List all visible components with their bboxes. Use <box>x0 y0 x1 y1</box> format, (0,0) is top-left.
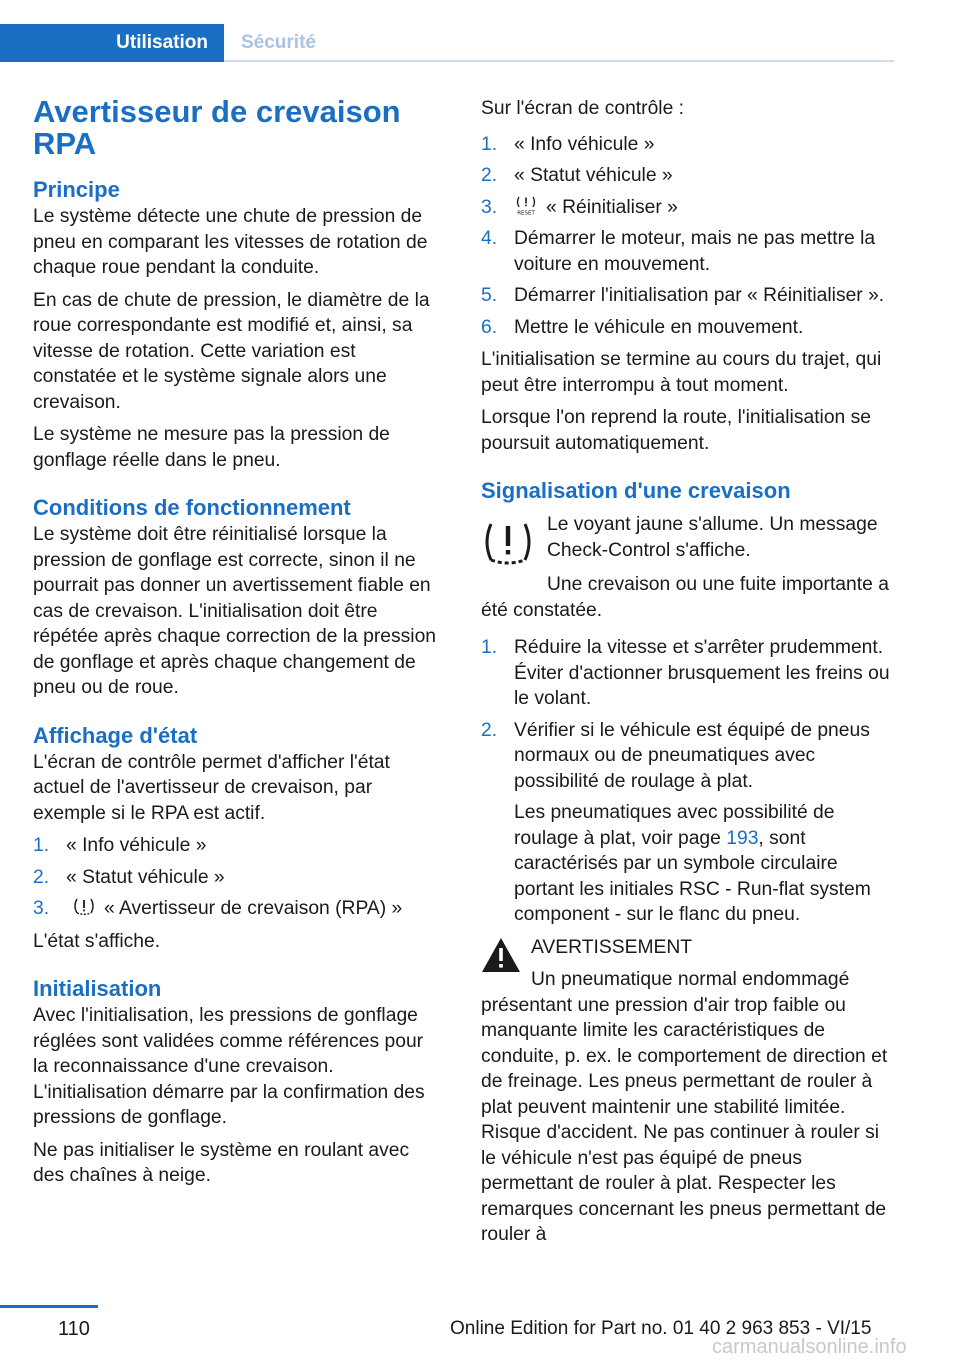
init-paragraph-2: Lorsque l'on reprend la route, l'initialisation se poursuit automatiquement. <box>481 407 872 454</box>
svg-text:RESET: RESET <box>517 210 535 216</box>
principe-paragraph-2: En cas de chute de pression, le diamètre de la roue correspondante est modifié et, ainsi, sa vitesse de rotation. Cette variation est constatée et le système signale alors une crevaison. <box>33 289 430 413</box>
heading-principe: Principe <box>33 177 120 202</box>
watermark: carmanualsonline.info <box>712 1336 907 1358</box>
header-divider <box>224 60 894 62</box>
heading-affichage: Affichage d'état <box>33 722 198 748</box>
affichage-result: L'état s'affiche. <box>33 930 161 952</box>
left-column <box>33 96 443 1196</box>
tire-pressure-icon <box>72 897 96 917</box>
list-item: 1. « Info véhicule » <box>481 133 655 155</box>
crevaison-steps <box>481 635 899 928</box>
list-item: 3. RESET « Réinitialiser » <box>481 196 678 218</box>
warning-block <box>481 935 899 1248</box>
signalisation-paragraph-2: Une crevaison ou une fuite importante a été constatée. <box>481 574 889 621</box>
initialisation-paragraph-2: Ne pas initialiser le système en roulant avec des chaînes à neige. <box>33 1139 410 1186</box>
edition-text: Online Edition for Part no. 01 40 2 963 853 - VI/15 <box>450 1318 872 1339</box>
warning-first-line: Un pneumatique normal endommagé <box>531 969 850 990</box>
header-tabs <box>0 0 894 62</box>
warning-text: présentant une pression d'air trop faible ou manquante limite les caractéristiques de conduite, p. ex. le comportement de direction et de freinage. Les pneus permettant de rouler à plat peuvent maintenir une stabilité limitée. Risque d'accident. Ne pas continuer à rouler si le véhicule n'est pas équipé de pneus permettant de rouler à plat. Respecter les remarques concernant les pneus permettant de rouler à <box>481 994 888 1245</box>
list-item: 6. Mettre le véhicule en mouvement. <box>481 316 804 338</box>
principe-paragraph-1: Le système détecte une chute de pression de pneu en comparant les vitesses de rotation de chaque roue pendant la conduite. <box>33 206 428 278</box>
page-title: Avertisseur de crevaison RPA <box>33 94 401 161</box>
init-paragraph-1: L'initialisation se termine au cours du trajet, qui peut être interrompu à tout moment. <box>481 349 882 396</box>
warning-triangle-icon <box>481 937 521 973</box>
heading-initialisation: Initialisation <box>33 976 162 1001</box>
list-item: 2. Vérifier si le véhicule est équipé de pneus normaux ou de pneumatiques avec possibilité de roulage à plat. Les pneumatiques avec possibilité de roulage à plat, voir page 193, sont caractérisés par un symbole circulaire portant les initiales RSC - Run-flat system component - sur le flanc du pneu. <box>481 718 899 928</box>
initialisation-paragraph-1: Avec l'initialisation, les pressions de gonflage réglées sont validées comme références pour la reconnaissance d'une crevaison. L'initialisation démarre par la confirmation des pressions de gonflage. <box>33 1005 425 1128</box>
page-number: 110 <box>58 1318 90 1340</box>
list-item: 3. « Avertisseur de crevaison (RPA) » <box>33 898 403 919</box>
warning-light-block <box>481 512 899 576</box>
right-column <box>481 96 899 1255</box>
heading-signalisation: Signalisation d'une crevaison <box>481 478 791 503</box>
tire-pressure-reset-icon <box>514 196 538 216</box>
list-item: 1. « Info véhicule » <box>33 835 207 856</box>
list-item: 1. Réduire la vitesse et s'arrêter prudemment. Éviter d'actionner brusquement les freins ou le volant. <box>481 637 890 709</box>
tab-securite[interactable]: Sécurité <box>241 32 316 53</box>
tire-warning-light-icon <box>481 516 535 570</box>
conditions-paragraph: Le système doit être réinitialisé lorsque la pression de gonflage est correcte, sinon il ne pourrait pas donner un avertissement fiable en cas de crevaison. L'initialisation doit être répétée après chaque correction de la pression de gonflage et après chaque changement de pneu ou de roue. <box>33 524 437 698</box>
list-item: 2. « Statut véhicule » <box>33 866 225 888</box>
list-item: 4. Démarrer le moteur, mais ne pas mettre la voiture en mouvement. <box>481 228 876 275</box>
footer-divider <box>0 1305 98 1308</box>
warning-label: AVERTISSEMENT <box>531 936 693 958</box>
signalisation-paragraph-1: Le voyant jaune s'allume. Un message Check-Control s'affiche. <box>547 514 878 561</box>
tab-utilisation[interactable]: Utilisation <box>0 24 224 62</box>
affichage-paragraph: L'écran de contrôle permet d'afficher l'état actuel de l'avertisseur de crevaison, par exemple si le RPA est actif. <box>33 751 390 824</box>
principe-paragraph-3: Le système ne mesure pas la pression de gonflage réelle dans le pneu. <box>33 424 390 471</box>
right-intro: Sur l'écran de contrôle : <box>481 98 685 119</box>
affichage-steps <box>33 833 443 922</box>
init-steps <box>481 132 899 341</box>
page-link[interactable]: 193 <box>726 827 759 849</box>
heading-conditions: Conditions de fonctionnement <box>33 495 351 520</box>
list-item: 2. « Statut véhicule » <box>481 165 673 186</box>
run-flat-note: Les pneumatiques avec possibilité de roulage à plat, voir page 193, sont caractérisés par un symbole circulaire portant les initiales RSC - Run-flat system component - sur le flanc du pneu. <box>514 802 871 925</box>
list-item: 5. Démarrer l'initialisation par « Réinitialiser ». <box>481 285 885 306</box>
